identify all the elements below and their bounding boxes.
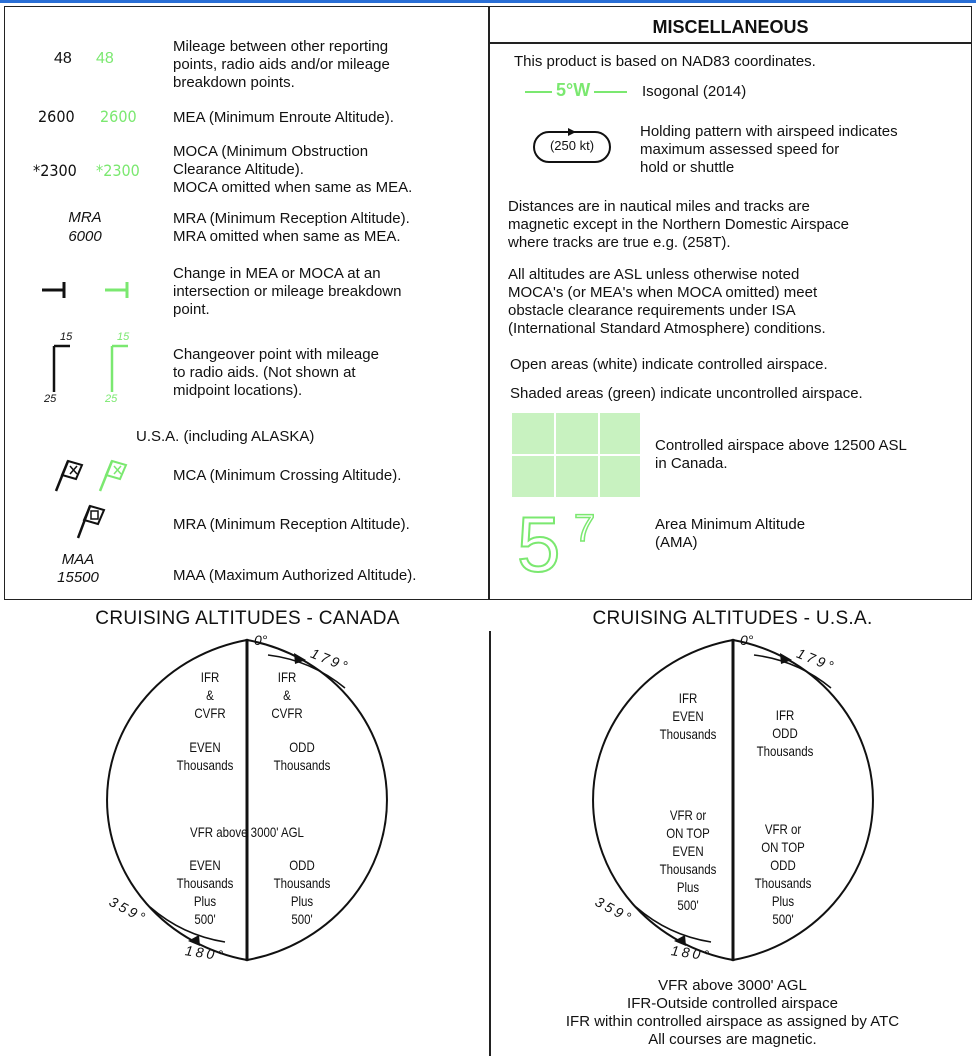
usa-notes: VFR above 3000' AGL IFR-Outside controlled airspace IFR within controlled airspace as assigned by ATC All courses are magnetic. — [565, 977, 900, 1048]
mea-green: 2600 — [100, 107, 137, 126]
mea-black: 2600 — [38, 107, 75, 126]
canada-right-vfr: ODD Thousands Plus 500' — [273, 857, 331, 927]
moca-black: *2300 — [33, 161, 77, 180]
usa-left-ifr: IFR EVEN Thousands — [659, 690, 717, 742]
holding-speed: (250 kt) — [549, 138, 595, 153]
canada-deg-359: 359° — [106, 893, 151, 927]
altitudes-note: All altitudes are ASL unless otherwise noted MOCA's (or MEA's when MOCA omitted) meet obstacle clearance requirements under ISA (International Standard Atmosphere) conditions. — [508, 266, 826, 337]
open-areas-note: Open areas (white) indicate controlled airspace. — [510, 356, 828, 373]
usa-deg-180: 180° — [670, 942, 713, 964]
ama-desc: Area Minimum Altitude (AMA) — [655, 516, 806, 551]
usa-right-vfr: VFR or ON TOP ODD Thousands Plus 500' — [754, 821, 812, 927]
usa-heading: U.S.A. (including ALASKA) — [136, 428, 315, 445]
misc-title: MISCELLANEOUS — [652, 17, 809, 37]
canada-deg-0: 0° — [254, 632, 268, 648]
canada-left-ifr: IFR & CVFR — [194, 669, 226, 721]
usa-right-ifr: IFR ODD Thousands — [756, 707, 814, 759]
maa-value: 15500 — [57, 569, 99, 586]
mra-label: MRA — [68, 209, 102, 226]
mea-desc: MEA (Minimum Enroute Altitude). — [173, 109, 394, 126]
nad-note: This product is based on NAD83 coordinates. — [514, 53, 816, 70]
isogonal-symbol: 5°W — [552, 80, 594, 101]
usa-title: CRUISING ALTITUDES - U.S.A. — [592, 608, 873, 629]
canada-deg-179: 179° — [308, 644, 353, 676]
moca-desc: MOCA (Minimum Obstruction Clearance Altitude). MOCA omitted when same as MEA. — [173, 143, 413, 196]
changeover-top-black: 15 — [60, 331, 73, 343]
mileage-desc: Mileage between other reporting points, radio aids and/or mileage breakdown points. — [173, 38, 390, 91]
shaded-areas-note: Shaded areas (green) indicate uncontrolled airspace. — [510, 385, 863, 402]
canada-left-even: EVEN Thousands — [176, 739, 234, 773]
canada-left-vfr: EVEN Thousands Plus 500' — [176, 857, 234, 927]
usa-deg-0: 0° — [740, 632, 754, 648]
holding-desc: Holding pattern with airspeed indicates maximum assessed speed for hold or shuttle — [640, 123, 898, 176]
canada-deg-180: 180° — [184, 942, 227, 964]
changeover-desc: Changeover point with mileage to radio aids. (Not shown at midpoint locations). — [173, 346, 379, 399]
mileage-black: 48 — [54, 50, 72, 67]
mra-value: 6000 — [68, 228, 102, 245]
mra-desc: MRA (Minimum Reception Altitude). MRA omitted when same as MEA. — [173, 210, 410, 245]
changeover-bottom-green: 25 — [105, 393, 118, 405]
ama-big-digit: 5 — [517, 500, 561, 588]
canada-title: CRUISING ALTITUDES - CANADA — [95, 608, 400, 629]
usa-deg-359: 359° — [592, 893, 637, 927]
canada-vfr-above: VFR above 3000' AGL — [190, 824, 304, 840]
usa-left-vfr: VFR or ON TOP EVEN Thousands Plus 500' — [659, 807, 717, 913]
maa-label: MAA — [61, 551, 95, 568]
distances-note: Distances are in nautical miles and tracks are magnetic except in the Northern Domestic Airspace where tracks are true e.g. (258T). — [508, 198, 849, 251]
mca-desc: MCA (Minimum Crossing Altitude). — [173, 467, 402, 484]
maa-desc: MAA (Maximum Authorized Altitude). — [173, 567, 417, 584]
isogonal-label: Isogonal (2014) — [642, 83, 747, 100]
canada-right-ifr: IFR & CVFR — [271, 669, 303, 721]
mea-change-desc: Change in MEA or MOCA at an intersection or mileage breakdown point. — [173, 265, 402, 318]
changeover-bottom-black: 25 — [44, 393, 57, 405]
mra-usa-desc: MRA (Minimum Reception Altitude). — [173, 516, 410, 533]
moca-green: *2300 — [96, 161, 140, 180]
mileage-green: 48 — [96, 50, 114, 67]
canada-right-odd: ODD Thousands — [273, 739, 331, 773]
usa-deg-179: 179° — [794, 644, 839, 676]
controlled-above-desc: Controlled airspace above 12500 ASL in Canada. — [655, 437, 907, 472]
ama-small-digit: 7 — [574, 508, 596, 550]
changeover-top-green: 15 — [117, 331, 130, 343]
